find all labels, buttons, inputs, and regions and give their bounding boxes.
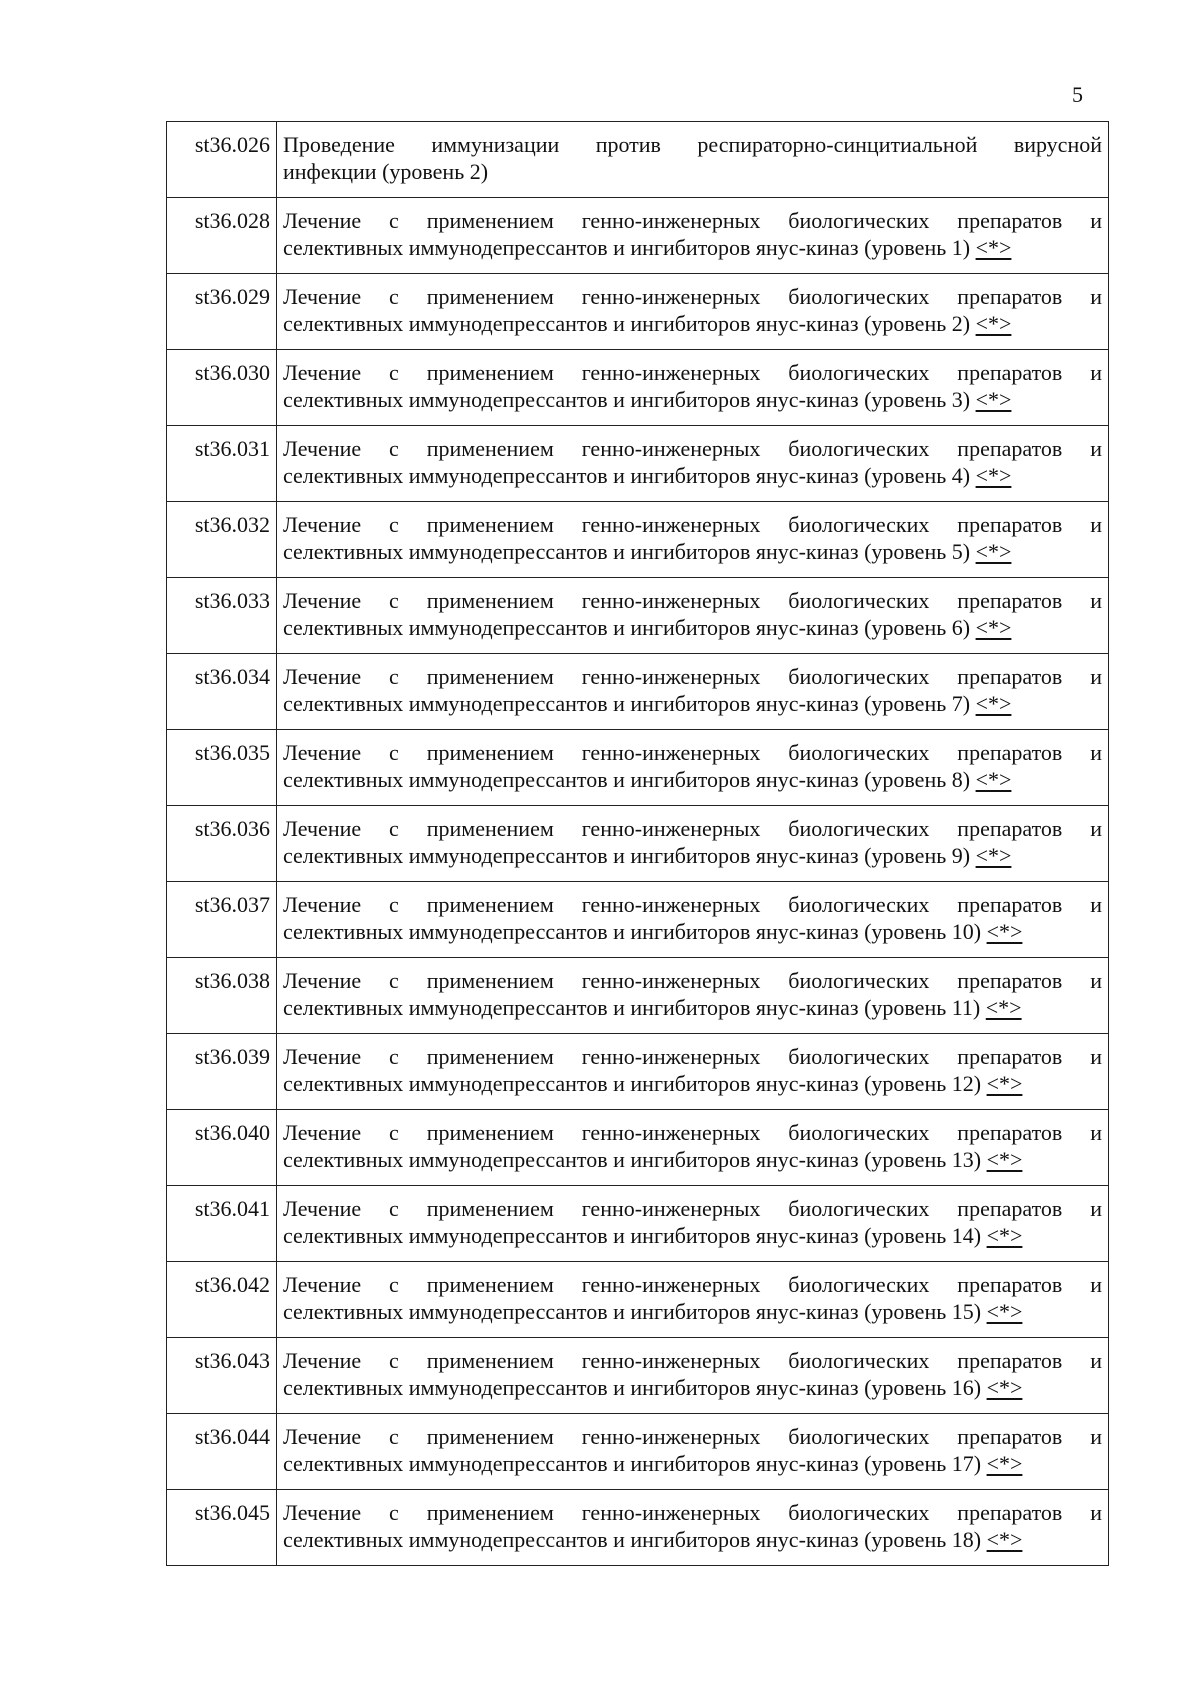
footnote-reference-link[interactable]: <*> bbox=[975, 843, 1012, 868]
description-line-1: Лечение с применением генно-инженерных биологических препаратов и bbox=[283, 740, 1102, 765]
footnote-reference-link[interactable]: <*> bbox=[986, 1071, 1023, 1096]
description-line-1: Лечение с применением генно-инженерных биологических препаратов и bbox=[283, 1120, 1102, 1145]
description-cell bbox=[277, 426, 1109, 502]
table-row bbox=[167, 1110, 1109, 1186]
description-line-2 bbox=[283, 1222, 1102, 1249]
description-line-2-text: селективных иммунодепрессантов и ингибиторов янус-киназ (уровень 10) bbox=[283, 919, 982, 944]
table-row bbox=[167, 958, 1109, 1034]
description-line-1: Лечение с применением генно-инженерных биологических препаратов и bbox=[283, 892, 1102, 917]
description-line-2 bbox=[283, 1450, 1102, 1477]
table-row bbox=[167, 578, 1109, 654]
table-row bbox=[167, 1034, 1109, 1110]
footnote-reference-link[interactable]: <*> bbox=[986, 1527, 1023, 1552]
codes-table-body bbox=[167, 122, 1109, 1566]
description-line-2 bbox=[283, 918, 1102, 945]
description-line-2-text: селективных иммунодепрессантов и ингибиторов янус-киназ (уровень 17) bbox=[283, 1451, 982, 1476]
table-row bbox=[167, 122, 1109, 198]
description-cell bbox=[277, 350, 1109, 426]
code-cell: st36.042 bbox=[167, 1262, 277, 1338]
code-cell: st36.029 bbox=[167, 274, 277, 350]
footnote-reference-link[interactable]: <*> bbox=[986, 1147, 1023, 1172]
code-cell: st36.038 bbox=[167, 958, 277, 1034]
description-line-2-text: селективных иммунодепрессантов и ингибиторов янус-киназ (уровень 18) bbox=[283, 1527, 982, 1552]
page-number: 5 bbox=[1072, 82, 1083, 107]
code-cell: st36.040 bbox=[167, 1110, 277, 1186]
description-cell bbox=[277, 1414, 1109, 1490]
table-row bbox=[167, 198, 1109, 274]
description-line-2-text: селективных иммунодепрессантов и ингибиторов янус-киназ (уровень 2) bbox=[283, 311, 971, 336]
description-line-2 bbox=[283, 234, 1102, 261]
description-line-2-text: селективных иммунодепрессантов и ингибиторов янус-киназ (уровень 6) bbox=[283, 615, 971, 640]
description-cell bbox=[277, 1110, 1109, 1186]
description-cell bbox=[277, 198, 1109, 274]
description-cell bbox=[277, 1034, 1109, 1110]
footnote-reference-link[interactable]: <*> bbox=[986, 1299, 1023, 1324]
code-cell: st36.028 bbox=[167, 198, 277, 274]
description-cell bbox=[277, 882, 1109, 958]
description-line-1: Лечение с применением генно-инженерных биологических препаратов и bbox=[283, 284, 1102, 309]
table-row bbox=[167, 502, 1109, 578]
description-line-1: Лечение с применением генно-инженерных биологических препаратов и bbox=[283, 1196, 1102, 1221]
table-row bbox=[167, 882, 1109, 958]
footnote-reference-link[interactable]: <*> bbox=[986, 1451, 1023, 1476]
description-line-1: Лечение с применением генно-инженерных биологических препаратов и bbox=[283, 436, 1102, 461]
description-line-1: Лечение с применением генно-инженерных биологических препаратов и bbox=[283, 588, 1102, 613]
footnote-reference-link[interactable]: <*> bbox=[975, 387, 1012, 412]
description-line-2-text: селективных иммунодепрессантов и ингибиторов янус-киназ (уровень 4) bbox=[283, 463, 971, 488]
footnote-reference-link[interactable]: <*> bbox=[975, 235, 1012, 260]
footnote-reference-link[interactable]: <*> bbox=[975, 767, 1012, 792]
description-cell bbox=[277, 1186, 1109, 1262]
description-line-2-text: селективных иммунодепрессантов и ингибиторов янус-киназ (уровень 13) bbox=[283, 1147, 982, 1172]
description-line-2-text: селективных иммунодепрессантов и ингибиторов янус-киназ (уровень 9) bbox=[283, 843, 971, 868]
description-cell bbox=[277, 274, 1109, 350]
description-cell bbox=[277, 654, 1109, 730]
description-line-2 bbox=[283, 842, 1102, 869]
code-cell: st36.041 bbox=[167, 1186, 277, 1262]
description-line-2-text: селективных иммунодепрессантов и ингибиторов янус-киназ (уровень 16) bbox=[283, 1375, 982, 1400]
footnote-reference-link[interactable]: <*> bbox=[975, 691, 1012, 716]
description-line-2 bbox=[283, 158, 1102, 185]
footnote-reference-link[interactable]: <*> bbox=[986, 1223, 1023, 1248]
footnote-reference-link[interactable]: <*> bbox=[986, 919, 1023, 944]
description-cell bbox=[277, 730, 1109, 806]
description-cell bbox=[277, 122, 1109, 198]
table-row bbox=[167, 426, 1109, 502]
footnote-reference-link[interactable]: <*> bbox=[985, 995, 1022, 1020]
code-cell: st36.033 bbox=[167, 578, 277, 654]
footnote-reference-link[interactable]: <*> bbox=[975, 539, 1012, 564]
description-cell bbox=[277, 1338, 1109, 1414]
description-cell bbox=[277, 1490, 1109, 1566]
description-line-2-text: инфекции (уровень 2) bbox=[283, 159, 489, 184]
description-line-2 bbox=[283, 1526, 1102, 1553]
description-line-1: Лечение с применением генно-инженерных биологических препаратов и bbox=[283, 968, 1102, 993]
footnote-reference-link[interactable]: <*> bbox=[975, 615, 1012, 640]
table-row bbox=[167, 350, 1109, 426]
description-line-1: Лечение с применением генно-инженерных биологических препаратов и bbox=[283, 1500, 1102, 1525]
code-cell: st36.030 bbox=[167, 350, 277, 426]
description-line-2-text: селективных иммунодепрессантов и ингибиторов янус-киназ (уровень 15) bbox=[283, 1299, 982, 1324]
code-cell: st36.026 bbox=[167, 122, 277, 198]
table-row bbox=[167, 1186, 1109, 1262]
codes-table bbox=[166, 121, 1109, 1566]
description-line-1: Лечение с применением генно-инженерных биологических препаратов и bbox=[283, 1044, 1102, 1069]
description-line-1: Лечение с применением генно-инженерных биологических препаратов и bbox=[283, 208, 1102, 233]
code-cell: st36.034 bbox=[167, 654, 277, 730]
code-cell: st36.039 bbox=[167, 1034, 277, 1110]
code-cell: st36.035 bbox=[167, 730, 277, 806]
code-cell: st36.032 bbox=[167, 502, 277, 578]
table-row bbox=[167, 274, 1109, 350]
description-line-1: Проведение иммунизации против респираторно-синцитиальной вирусной bbox=[283, 132, 1102, 157]
code-cell: st36.044 bbox=[167, 1414, 277, 1490]
footnote-reference-link[interactable]: <*> bbox=[975, 311, 1012, 336]
description-line-1: Лечение с применением генно-инженерных биологических препаратов и bbox=[283, 664, 1102, 689]
description-line-1: Лечение с применением генно-инженерных биологических препаратов и bbox=[283, 1348, 1102, 1373]
table-row bbox=[167, 654, 1109, 730]
description-line-2 bbox=[283, 310, 1102, 337]
description-line-2 bbox=[283, 462, 1102, 489]
description-line-2 bbox=[283, 538, 1102, 565]
footnote-reference-link[interactable]: <*> bbox=[986, 1375, 1023, 1400]
description-line-2-text: селективных иммунодепрессантов и ингибиторов янус-киназ (уровень 8) bbox=[283, 767, 971, 792]
description-line-1: Лечение с применением генно-инженерных биологических препаратов и bbox=[283, 360, 1102, 385]
description-cell bbox=[277, 958, 1109, 1034]
description-line-2 bbox=[283, 386, 1102, 413]
description-line-1: Лечение с применением генно-инженерных биологических препаратов и bbox=[283, 816, 1102, 841]
table-row bbox=[167, 1490, 1109, 1566]
description-line-2 bbox=[283, 1374, 1102, 1401]
code-cell: st36.031 bbox=[167, 426, 277, 502]
description-line-2-text: селективных иммунодепрессантов и ингибиторов янус-киназ (уровень 14) bbox=[283, 1223, 982, 1248]
footnote-reference-link[interactable]: <*> bbox=[975, 463, 1012, 488]
description-line-2 bbox=[283, 690, 1102, 717]
description-line-2 bbox=[283, 614, 1102, 641]
description-line-1: Лечение с применением генно-инженерных биологических препаратов и bbox=[283, 1424, 1102, 1449]
description-line-2-text: селективных иммунодепрессантов и ингибиторов янус-киназ (уровень 3) bbox=[283, 387, 971, 412]
description-cell bbox=[277, 806, 1109, 882]
description-line-2-text: селективных иммунодепрессантов и ингибиторов янус-киназ (уровень 12) bbox=[283, 1071, 982, 1096]
description-line-2 bbox=[283, 1146, 1102, 1173]
code-cell: st36.045 bbox=[167, 1490, 277, 1566]
table-row bbox=[167, 730, 1109, 806]
table-row bbox=[167, 1338, 1109, 1414]
description-line-2-text: селективных иммунодепрессантов и ингибиторов янус-киназ (уровень 5) bbox=[283, 539, 971, 564]
table-row bbox=[167, 1262, 1109, 1338]
code-cell: st36.043 bbox=[167, 1338, 277, 1414]
description-line-1: Лечение с применением генно-инженерных биологических препаратов и bbox=[283, 512, 1102, 537]
code-cell: st36.036 bbox=[167, 806, 277, 882]
table-row bbox=[167, 806, 1109, 882]
description-cell bbox=[277, 502, 1109, 578]
description-line-2-text: селективных иммунодепрессантов и ингибиторов янус-киназ (уровень 1) bbox=[283, 235, 971, 260]
description-line-2-text: селективных иммунодепрессантов и ингибиторов янус-киназ (уровень 7) bbox=[283, 691, 971, 716]
description-cell bbox=[277, 578, 1109, 654]
description-cell bbox=[277, 1262, 1109, 1338]
description-line-2 bbox=[283, 1298, 1102, 1325]
description-line-2 bbox=[283, 766, 1102, 793]
table-row bbox=[167, 1414, 1109, 1490]
description-line-1: Лечение с применением генно-инженерных биологических препаратов и bbox=[283, 1272, 1102, 1297]
code-cell: st36.037 bbox=[167, 882, 277, 958]
description-line-2-text: селективных иммунодепрессантов и ингибиторов янус-киназ (уровень 11) bbox=[283, 995, 981, 1020]
description-line-2 bbox=[283, 994, 1102, 1021]
description-line-2 bbox=[283, 1070, 1102, 1097]
